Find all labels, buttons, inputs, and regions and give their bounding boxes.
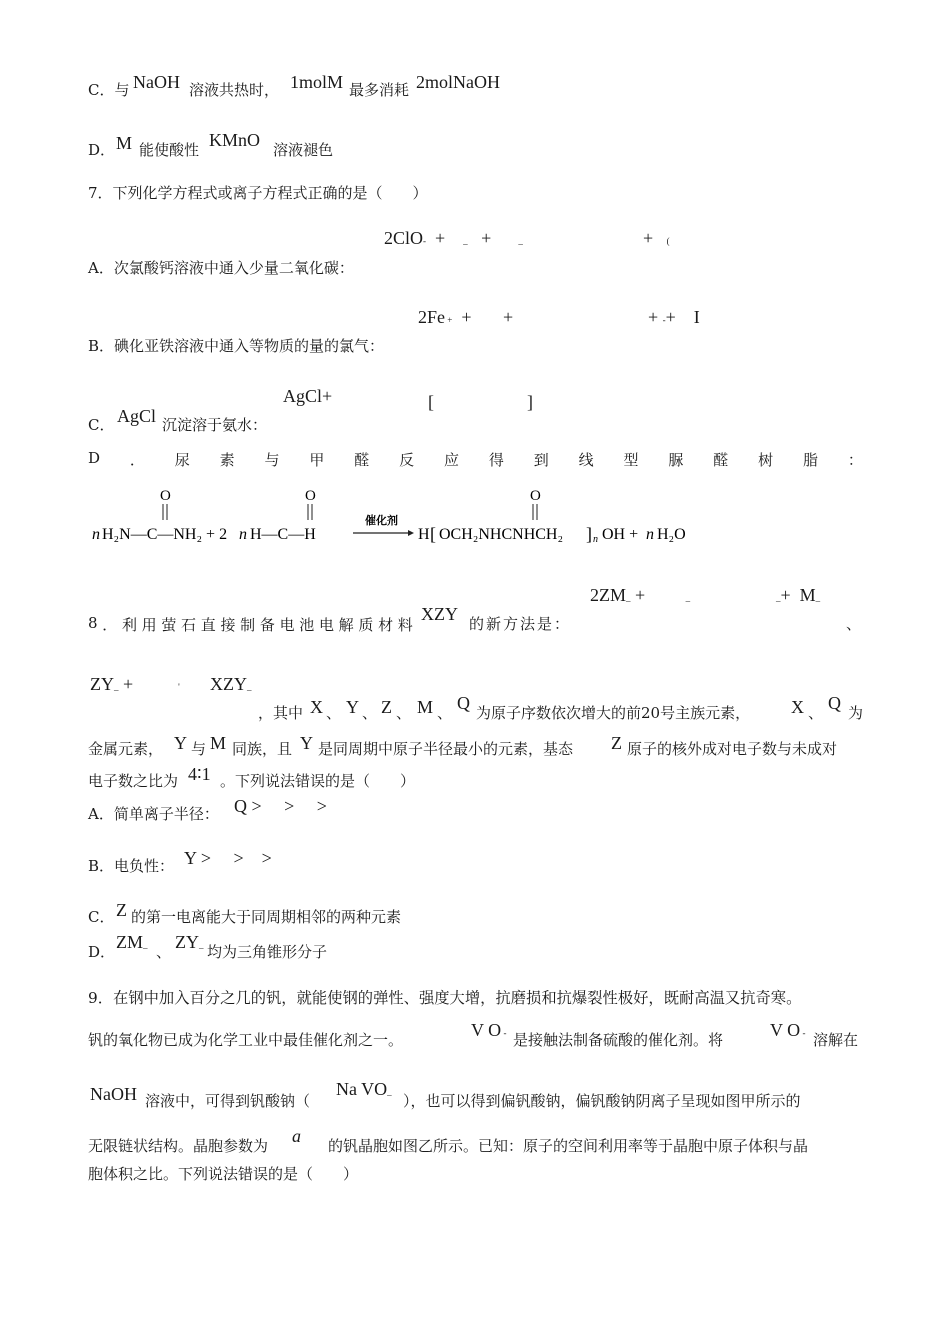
symbol-x: X xyxy=(791,697,804,717)
q7-a-formula: 2ClO- + _ + _ xyxy=(384,228,523,248)
q7-c-bracket-left: [ xyxy=(428,392,434,412)
text-fragment: 溶液共热时， xyxy=(189,81,280,99)
text-fragment: 的新方法是： xyxy=(469,615,572,633)
q9-line5: 胞体积之比。下列说法错误的是（ ） xyxy=(88,1165,359,1183)
svg-text:H₂O: H₂O xyxy=(657,526,686,543)
catalyst-label: 催化剂 xyxy=(365,515,398,527)
q8-eq-top: 2ZM_ + _ xyxy=(590,585,691,605)
formula-na3vo4: Na VO_ xyxy=(336,1079,392,1099)
q7-a-formula-tail: + ( xyxy=(643,228,670,248)
sep: 、 xyxy=(396,704,412,722)
text-fragment: 无限链状结构。晶胞参数为 xyxy=(88,1137,269,1155)
symbol-m: M xyxy=(417,697,434,717)
ratio: 4∶1 xyxy=(188,764,211,784)
formula-xzy6: XZY xyxy=(421,604,458,624)
text-fragment: 是同周期中原子半径最小的元素，基态 xyxy=(318,740,574,758)
sep: 、 xyxy=(156,943,172,961)
svg-text:OH +: OH + xyxy=(602,526,639,543)
svg-text:O: O xyxy=(160,488,171,504)
symbol-z: Z xyxy=(381,697,392,717)
text-fragment: 同族，且 xyxy=(232,740,293,758)
formula-naoh: NaOH xyxy=(90,1084,137,1104)
q7-b-formula-tail: + -+ I xyxy=(648,307,700,327)
text-fragment: 原子的核外成对电子数与未成对 xyxy=(627,740,838,758)
text-fragment: ，其中 xyxy=(258,704,304,722)
q8-eq-line2-xzy: XZY_ xyxy=(210,674,252,694)
formula-kmno4: KMnO xyxy=(209,130,261,150)
text-fragment: 溶液中，可得到钒酸钠（ xyxy=(145,1092,311,1110)
option-c-q6: C．与 xyxy=(88,81,130,99)
symbol-z: Z xyxy=(116,900,127,920)
svg-text:n: n xyxy=(593,534,598,545)
text-fragment: 。下列说法错误的是（ ） xyxy=(220,772,416,790)
q8-option-a: A．简单离子半径： xyxy=(88,805,219,823)
formula-zy3: ZY_ xyxy=(175,932,204,952)
symbol-y: Y xyxy=(346,697,359,717)
svg-text:n: n xyxy=(92,526,100,543)
q7-c-bracket-right: ] xyxy=(527,392,533,412)
sep: 、 xyxy=(362,704,378,722)
text-fragment: ），也可以得到偏钒酸钠，偏钒酸钠阴离子呈现如图甲所示的 xyxy=(403,1092,801,1110)
q7-c-formula: AgCl+ xyxy=(283,386,333,406)
option-d-q6-label: D． xyxy=(88,141,116,159)
formula-agcl: AgCl xyxy=(117,406,157,426)
symbol-y: Y xyxy=(174,733,187,753)
text-fragment: 为原子序数依次增大的前20号主族元素， xyxy=(476,704,751,722)
formula-v2o5: V O - xyxy=(770,1020,806,1040)
q8-a-formula: Q > > > xyxy=(234,796,327,816)
symbol-q: Q xyxy=(828,693,841,713)
text-fragment: 沉淀溶于氨水： xyxy=(162,416,268,434)
text-fragment: 能使酸性 xyxy=(139,141,200,159)
symbol-x: X xyxy=(310,697,323,717)
formula-v2o5: V O - xyxy=(471,1020,507,1040)
q8-option-b: B．电负性： xyxy=(88,857,175,875)
text-fragment: 钒的氧化物已成为化学工业中最佳催化剂之一。 xyxy=(88,1031,404,1049)
formula-zm3: ZM_ xyxy=(116,932,148,952)
q7-option-b: B．碘化亚铁溶液中通入等物质的量的氯气： xyxy=(88,337,385,355)
q9-line1: 9．在钢中加入百分之几的钒，就能使钢的弹性、强度大增，抗磨损和抗爆裂性极好，既耐高温又抗奇寒。 xyxy=(88,989,802,1007)
q8-stem-line1: 8 ． 利 用 萤 石 直 接 制 备 电 池 电 解 质 材 料 xyxy=(88,614,413,634)
text-fragment: 与 xyxy=(191,740,207,758)
svg-text:n: n xyxy=(646,526,654,543)
svg-text:O: O xyxy=(305,488,316,504)
formula-m: M xyxy=(116,133,133,153)
svg-text:H₂N—C—NH₂ + 2: H₂N—C—NH₂ + 2 xyxy=(102,526,228,543)
svg-text:H—C—H: H—C—H xyxy=(250,526,316,543)
formula-1molm: 1molM xyxy=(290,72,344,92)
formula-naoh: NaOH xyxy=(133,72,180,92)
text-fragment: 均为三角锥形分子 xyxy=(207,943,328,961)
svg-text:OCH₂NHCNHCH₂: OCH₂NHCNHCH₂ xyxy=(439,526,564,543)
text-fragment: 为 xyxy=(848,704,864,722)
text-fragment: 电子数之比为 xyxy=(88,772,179,790)
svg-text:[: [ xyxy=(430,524,436,544)
svg-text:]: ] xyxy=(586,524,592,544)
text-fragment: 溶解在 xyxy=(813,1031,859,1049)
q8-eq-top-tail: _+ M_ xyxy=(776,585,821,605)
urea-formaldehyde-equation xyxy=(90,484,740,546)
svg-text:O: O xyxy=(530,488,541,504)
text-fragment: 最多消耗 xyxy=(349,81,410,99)
text-fragment: 溶液褪色 xyxy=(273,141,334,159)
symbol-m: M xyxy=(210,733,227,753)
q7-option-a: A．次氯酸钙溶液中通入少量二氧化碳： xyxy=(88,259,354,277)
text-fragment: 的钒晶胞如图乙所示。已知：原子的空间利用率等于晶胞中原子体积与晶 xyxy=(328,1137,809,1155)
text-fragment: 的第一电离能大于同周期相邻的两种元素 xyxy=(131,908,402,926)
sep: 、 xyxy=(808,704,824,722)
q8-eq-line2: ZY_ + ' xyxy=(90,674,180,694)
q8-option-d-label: D． xyxy=(88,943,116,961)
text-fragment: 金属元素， xyxy=(88,740,164,758)
symbol-a: a xyxy=(292,1126,301,1146)
symbol-z: Z xyxy=(611,733,622,753)
symbol-q: Q xyxy=(457,693,470,713)
q7-option-c-label: C． xyxy=(88,416,115,434)
sep: 、 xyxy=(437,704,453,722)
text-fragment: 是接触法制备硫酸的催化剂。将 xyxy=(513,1031,724,1049)
text-fragment: 、 xyxy=(846,615,862,633)
svg-text:H: H xyxy=(418,526,430,543)
q7-b-formula: 2Fe + + + xyxy=(418,307,514,327)
q8-option-c-label: C． xyxy=(88,908,115,926)
q8-b-formula: Y > > > xyxy=(184,848,272,868)
question-7-stem: 7．下列化学方程式或离子方程式正确的是（ ） xyxy=(88,184,428,202)
q7-option-d: D ． 尿 素 与 甲 醛 反 应 得 到 线 型 脲 醛 树 脂 ： xyxy=(88,449,863,469)
symbol-y: Y xyxy=(300,733,313,753)
formula-2molnaoh: 2molNaOH xyxy=(416,72,500,92)
svg-text:n: n xyxy=(239,526,247,543)
sep: 、 xyxy=(326,704,342,722)
